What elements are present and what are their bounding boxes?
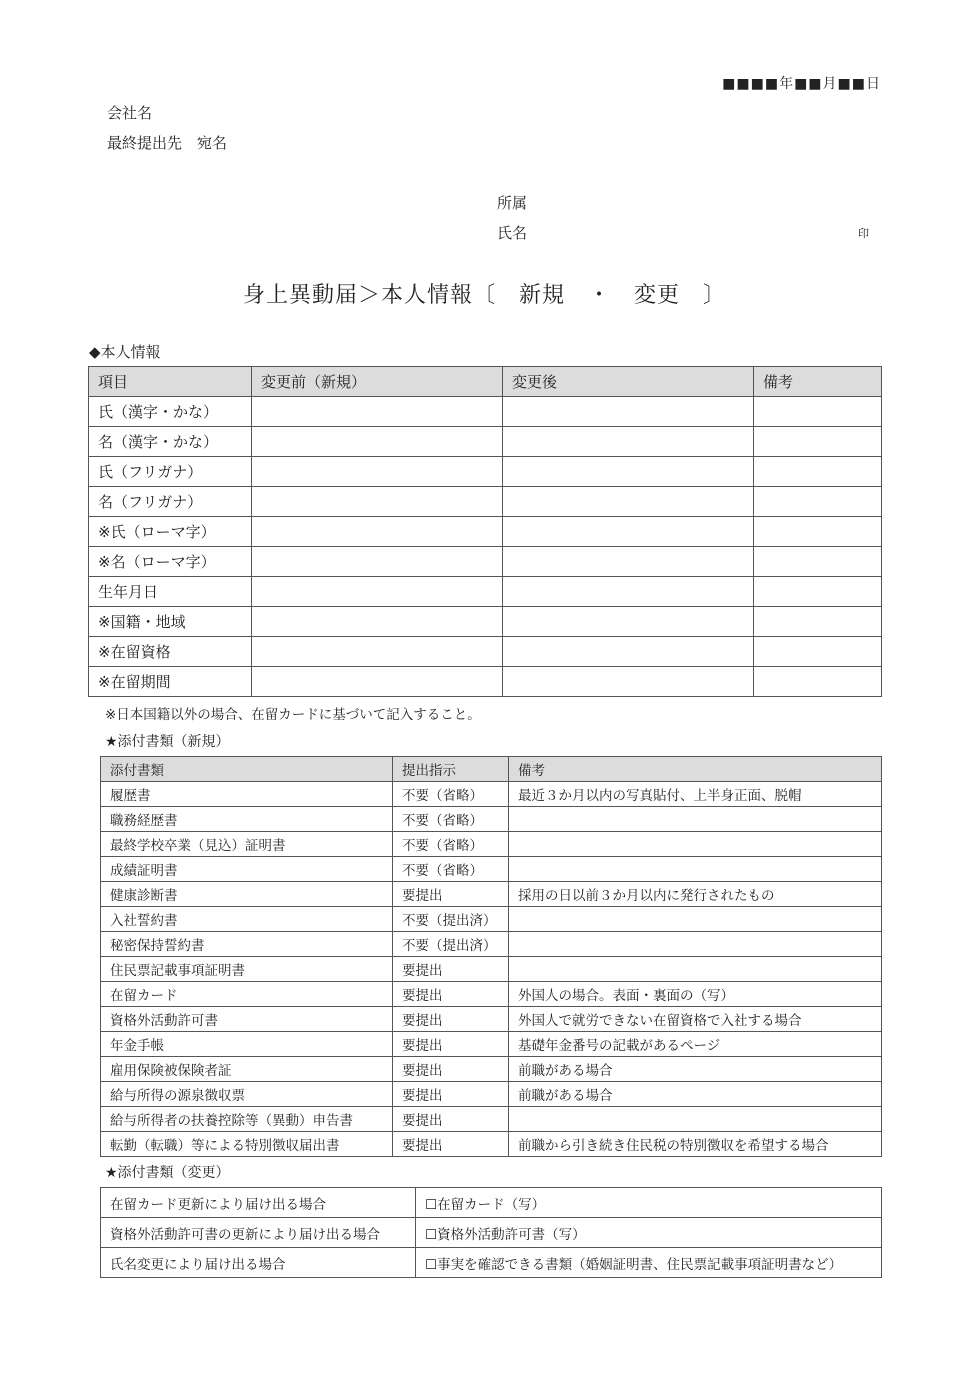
table-row (89, 547, 882, 577)
item-label: ※在留資格 (89, 637, 252, 667)
before-value-cell[interactable] (252, 517, 503, 547)
after-value-cell[interactable] (503, 637, 754, 667)
item-label: ※在留期間 (89, 667, 252, 697)
document-name: 成績証明書 (101, 857, 393, 882)
foreign-national-note: ※日本国籍以外の場合、在留カードに基づいて記入すること。 (105, 707, 481, 723)
before-value-cell[interactable] (252, 637, 503, 667)
document-name: 雇用保険被保険者証 (101, 1057, 393, 1082)
submission-instruction: 要提出 (393, 1057, 509, 1082)
before-value-cell[interactable] (252, 427, 503, 457)
table-row (89, 667, 882, 697)
remarks-cell[interactable] (754, 427, 882, 457)
item-label: 氏（漢字・かな） (89, 397, 252, 427)
company-name: 会社名 (107, 104, 153, 122)
attachments-change-heading: ★添付書類（変更） (105, 1165, 230, 1181)
personal-info-table (88, 366, 882, 697)
document-note (509, 832, 882, 857)
column-header: 変更後 (503, 367, 754, 397)
before-value-cell[interactable] (252, 667, 503, 697)
after-value-cell[interactable] (503, 457, 754, 487)
after-value-cell[interactable] (503, 577, 754, 607)
item-label: ※氏（ローマ字） (89, 517, 252, 547)
remarks-cell[interactable] (754, 667, 882, 697)
after-value-cell[interactable] (503, 517, 754, 547)
document-note (509, 807, 882, 832)
column-header: 提出指示 (393, 757, 509, 782)
after-value-cell[interactable] (503, 397, 754, 427)
submission-instruction: 不要（省略） (393, 782, 509, 807)
attachments-new-heading: ★添付書類（新規） (105, 734, 230, 750)
table-row (101, 1218, 882, 1248)
table-row (101, 1082, 882, 1107)
item-label: 生年月日 (89, 577, 252, 607)
required-document-checkbox[interactable]: ☐資格外活動許可書（写） (416, 1218, 882, 1248)
submission-instruction: 不要（省略） (393, 807, 509, 832)
document-note (509, 1107, 882, 1132)
department-label: 所属 (497, 194, 528, 212)
document-note: 外国人の場合。表面・裏面の（写） (509, 982, 882, 1007)
personal-info-heading: ◆本人情報 (89, 343, 161, 361)
date-field: ■■■■年■■月■■日 (722, 76, 881, 92)
document-name: 秘密保持誓約書 (101, 932, 393, 957)
table-header-row (101, 757, 882, 782)
document-note: 外国人で就労できない在留資格で入社する場合 (509, 1007, 882, 1032)
before-value-cell[interactable] (252, 397, 503, 427)
table-row (101, 1107, 882, 1132)
table-row (101, 982, 882, 1007)
document-note: 前職がある場合 (509, 1057, 882, 1082)
before-value-cell[interactable] (252, 457, 503, 487)
submission-instruction: 要提出 (393, 1107, 509, 1132)
attachments-new-table (100, 756, 882, 1157)
document-note: 前職がある場合 (509, 1082, 882, 1107)
remarks-cell[interactable] (754, 517, 882, 547)
required-document-checkbox[interactable]: ☐在留カード（写） (416, 1188, 882, 1218)
submission-instruction: 要提出 (393, 957, 509, 982)
table-row (101, 1188, 882, 1218)
document-note: 最近３か月以内の写真貼付、上半身正面、脱帽 (509, 782, 882, 807)
column-header: 添付書類 (101, 757, 393, 782)
document-name: 給与所得の源泉徴収票 (101, 1082, 393, 1107)
submission-instruction: 不要（提出済） (393, 932, 509, 957)
after-value-cell[interactable] (503, 487, 754, 517)
submission-instruction: 要提出 (393, 1007, 509, 1032)
document-note (509, 957, 882, 982)
table-row (101, 1007, 882, 1032)
document-note (509, 932, 882, 957)
column-header: 備考 (509, 757, 882, 782)
submission-instruction: 不要（提出済） (393, 907, 509, 932)
table-row (89, 427, 882, 457)
submission-instruction: 要提出 (393, 1082, 509, 1107)
document-name: 年金手帳 (101, 1032, 393, 1057)
before-value-cell[interactable] (252, 607, 503, 637)
document-note: 採用の日以前３か月以内に発行されたもの (509, 882, 882, 907)
table-row (101, 1248, 882, 1278)
page-title: 身上異動届＞本人情報〔 新規 ・ 変更 〕 (242, 283, 726, 308)
attachments-change-table (100, 1187, 882, 1278)
change-case: 資格外活動許可書の更新により届け出る場合 (101, 1218, 416, 1248)
document-name: 資格外活動許可書 (101, 1007, 393, 1032)
recipient: 最終提出先 宛名 (107, 134, 228, 152)
after-value-cell[interactable] (503, 667, 754, 697)
table-row (101, 1032, 882, 1057)
table-row (89, 457, 882, 487)
table-row (101, 1132, 882, 1157)
table-row (89, 487, 882, 517)
table-row (89, 607, 882, 637)
document-name: 転勤（転職）等による特別徴収届出書 (101, 1132, 393, 1157)
column-header: 項目 (89, 367, 252, 397)
name-label: 氏名 (497, 224, 528, 242)
table-row (101, 857, 882, 882)
remarks-cell[interactable] (754, 637, 882, 667)
table-row (89, 577, 882, 607)
remarks-cell[interactable] (754, 607, 882, 637)
document-name: 健康診断書 (101, 882, 393, 907)
column-header: 備考 (754, 367, 882, 397)
table-row (101, 882, 882, 907)
document-note: 前職から引き続き住民税の特別徴収を希望する場合 (509, 1132, 882, 1157)
after-value-cell[interactable] (503, 607, 754, 637)
column-header: 変更前（新規） (252, 367, 503, 397)
seal-mark: 印 (858, 227, 869, 240)
document-name: 住民票記載事項証明書 (101, 957, 393, 982)
document-note (509, 907, 882, 932)
table-header-row (89, 367, 882, 397)
document-name: 履歴書 (101, 782, 393, 807)
change-case: 氏名変更により届け出る場合 (101, 1248, 416, 1278)
document-name: 最終学校卒業（見込）証明書 (101, 832, 393, 857)
before-value-cell[interactable] (252, 577, 503, 607)
table-row (101, 782, 882, 807)
required-document-checkbox[interactable]: ☐事実を確認できる書類（婚姻証明書、住民票記載事項証明書など） (416, 1248, 882, 1278)
table-row (101, 957, 882, 982)
remarks-cell[interactable] (754, 457, 882, 487)
document-note: 基礎年金番号の記載があるページ (509, 1032, 882, 1057)
table-row (101, 907, 882, 932)
item-label: ※国籍・地域 (89, 607, 252, 637)
before-value-cell[interactable] (252, 547, 503, 577)
document-name: 給与所得者の扶養控除等（異動）申告書 (101, 1107, 393, 1132)
document-name: 在留カード (101, 982, 393, 1007)
table-row (89, 637, 882, 667)
table-row (101, 832, 882, 857)
document-note (509, 857, 882, 882)
submission-instruction: 要提出 (393, 982, 509, 1007)
item-label: 名（フリガナ） (89, 487, 252, 517)
item-label: ※名（ローマ字） (89, 547, 252, 577)
document-name: 入社誓約書 (101, 907, 393, 932)
submission-instruction: 要提出 (393, 1032, 509, 1057)
submission-instruction: 不要（省略） (393, 832, 509, 857)
after-value-cell[interactable] (503, 427, 754, 457)
table-row (101, 1057, 882, 1082)
item-label: 名（漢字・かな） (89, 427, 252, 457)
table-row (89, 517, 882, 547)
remarks-cell[interactable] (754, 397, 882, 427)
submission-instruction: 要提出 (393, 1132, 509, 1157)
table-row (101, 932, 882, 957)
after-value-cell[interactable] (503, 547, 754, 577)
table-row (89, 397, 882, 427)
remarks-cell[interactable] (754, 487, 882, 517)
item-label: 氏（フリガナ） (89, 457, 252, 487)
change-case: 在留カード更新により届け出る場合 (101, 1188, 416, 1218)
submission-instruction: 要提出 (393, 882, 509, 907)
submission-instruction: 不要（省略） (393, 857, 509, 882)
before-value-cell[interactable] (252, 487, 503, 517)
table-row (101, 807, 882, 832)
remarks-cell[interactable] (754, 577, 882, 607)
document-name: 職務経歴書 (101, 807, 393, 832)
remarks-cell[interactable] (754, 547, 882, 577)
